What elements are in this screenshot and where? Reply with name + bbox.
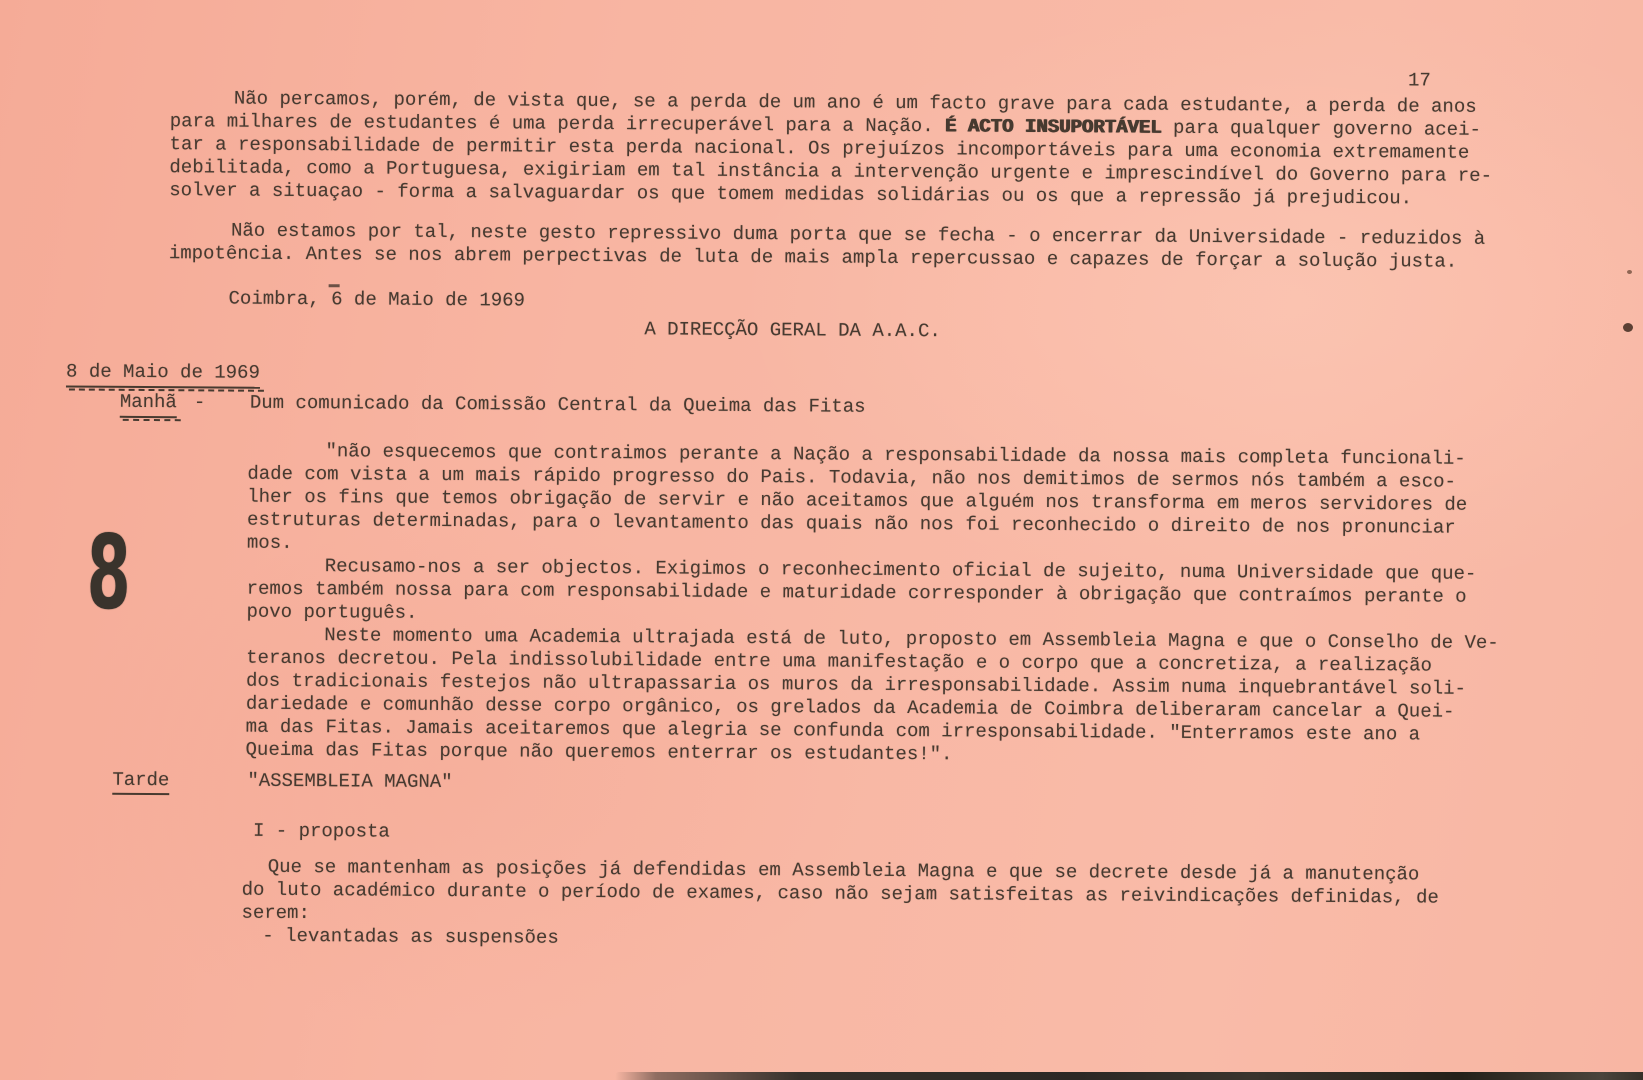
- ink-speck: [1627, 270, 1632, 274]
- proposal-heading: I - proposta: [252, 819, 390, 843]
- overtyped-emphasis: É ACTO INSUPORTÁVEL: [944, 115, 1162, 139]
- page-number: 17: [1407, 69, 1431, 92]
- dateline: Coimbra, 6 de Maio de 1969: [228, 287, 526, 312]
- intro-paragraph-1: [169, 87, 1520, 211]
- proposal-list-item: - levantadas as suspensões: [262, 924, 559, 949]
- morning-label-text: Manhã: [120, 391, 177, 418]
- intro-paragraph-1-end: para qualquer governo acei- tar a responsabilidade de permitir esta perda nacional. Os prejuízos incomportáveis para uma economia extremamente debilitada, como a Portuguesa, exigiriam em tal instância a intervenção urgente e imprescindível do Governo para re- solver a situaçao - forma a salvaguardar os que tomem medidas solidárias ou os que a repressão já prejudicou.: [169, 116, 1493, 210]
- proposal-paragraph: Que se mantenham as posições já defendidas em Assembleia Magna e que se decrete desde já a manutenção do luto académico durante o período de exames, caso não sejam satisfeitas as reivindicações definidas, de serem:: [241, 855, 1439, 925]
- afternoon-label-text: Tarde: [112, 769, 169, 795]
- afternoon-title: "ASSEMBLEIA MAGNA": [247, 769, 453, 794]
- morning-label: [120, 391, 177, 418]
- scan-edge-strip: [615, 1072, 1643, 1080]
- date-heading-text: 8 de Maio de 1969: [66, 360, 260, 388]
- intro-paragraph-2: Não estamos por tal, neste gesto repressivo duma porta que se fecha - o encerrar da Universidade - reduzidos à impotência. Antes se nos abrem perpectivas de luta de mais ampla repercussao e capazes de forçar a solução justa.: [168, 219, 1486, 273]
- afternoon-label: [112, 769, 169, 795]
- quote-paragraph-1: "não esquecemos que contraimos perante a Nação a responsabilidade da nossa mais completa funcionali- dade com vista a um mais rápido progresso do Pais. Todavia, não nos demitimos de sermos nós também a esco- lher os fins que temos obrigação de servir e não aceitamos que alguém nos transforma em meros servidores de estruturas determinadas, para o levantamento das quais não nos foi reconhecido o direito de nos pronunciar mos.: [246, 440, 1468, 554]
- date-heading: [66, 360, 260, 388]
- stray-ink-mark: [329, 284, 340, 287]
- quote-paragraph-2: Recusamo-nos a ser objectos. Exigimos o reconhecimento oficial de sujeito, numa Universidade que que- remos também nossa para com responsabilidade e maturidade corresponder à obrigação que contraímos perante o povo português.: [246, 555, 1477, 624]
- morning-label-dash: -: [193, 391, 206, 414]
- ink-speck: [1623, 323, 1633, 332]
- intro-paragraph-1-start: Não percamos, porém, de vista que, se a perda de um ano é um facto grave para cada estudante, a perda de anos para milhares de estudantes é uma perda irrecuperável para a Nação.: [169, 87, 1477, 138]
- signature-line: A DIRECÇÃO GERAL DA A.A.C.: [644, 318, 941, 343]
- communique-quote-block: [245, 440, 1527, 770]
- morning-title: Dum comunicado da Comissão Central da Queima das Fitas: [249, 391, 866, 418]
- quote-paragraph-3: Neste momento uma Academia ultrajada está de luto, proposto em Assembleia Magna e que o Conselho de Ve- teranos decretou. Pela indissolubilidade entre uma manifestação e o corpo que a concretiza, a realização dos tradicionais festejos não ultrapassaria os muros da irresponsabilidade. Assim numa inquebrantável soli- dariedade e comunhão desse corpo orgânico, os grelados da Academia de Coimbra deliberaram cancelar a Quei- ma das Fitas. Jamais aceitaremos que alegria se confunda com irresponsabilidade. "Enterramos este ano a Queima das Fitas porque não queremos enterrar os estudantes!".: [245, 624, 1499, 766]
- page-section-stamp: 8: [86, 513, 132, 633]
